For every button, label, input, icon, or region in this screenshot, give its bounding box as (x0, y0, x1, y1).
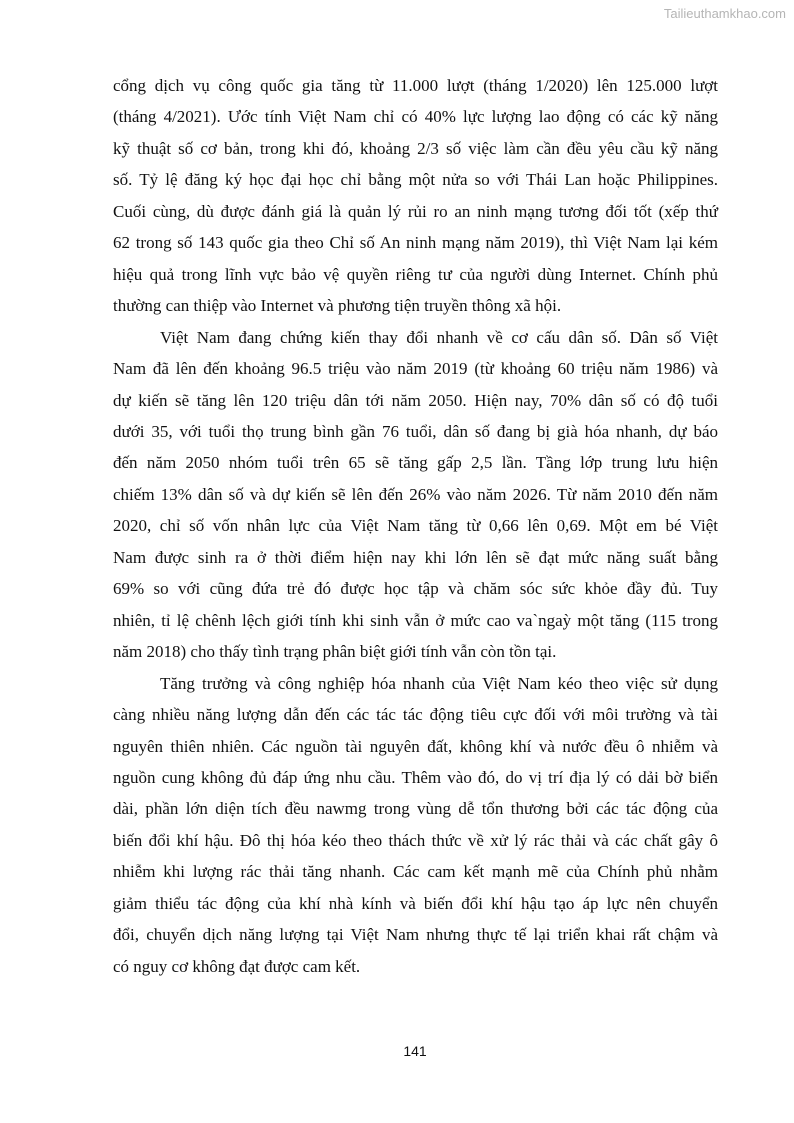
text-line: càng nhiều năng lượng dẫn đến các tác tác động tiêu cực đối với môi trường và tài (113, 705, 718, 725)
text-line: số. Tỷ lệ đăng ký học đại học chỉ bằng một nửa so với Thái Lan hoặc Philippines. (113, 170, 718, 190)
text-line: chiếm 13% dân số và dự kiến sẽ lên đến 26% vào năm 2026. Từ năm 2010 đến năm (113, 484, 718, 504)
text-line: có nguy cơ không đạt được cam kết. (113, 956, 361, 976)
text-line: năm 2018) cho thấy tình trạng phân biệt giới tính vẫn còn tồn tại. (113, 642, 557, 662)
text-line: 2020, chỉ số vốn nhân lực của Việt Nam tăng từ 0,66 lên 0,69. Một em bé Việt (113, 516, 718, 536)
text-line: cổng dịch vụ công quốc gia tăng từ 11.000 lượt (tháng 1/2020) lên 125.000 lượt (113, 76, 718, 95)
text-line: đổi, chuyển dịch năng lượng tại Việt Nam nhưng thực tế lại triển khai rất chậm và (113, 925, 718, 945)
text-line: kỹ thuật số cơ bản, trong khi đó, khoảng 2/3 số việc làm cần đều yêu cầu kỹ năng (113, 138, 718, 158)
text-line: (tháng 4/2021). Ước tính Việt Nam chỉ có 40% lực lượng lao động có các kỹ năng (113, 107, 718, 127)
text-line: Cuối cùng, dù được đánh giá là quản lý rủi ro an ninh mạng tương đối tốt (xếp thứ (113, 201, 718, 221)
text-line: Nam đã lên đến khoảng 96.5 triệu vào năm 2019 (từ khoảng 60 triệu năm 1986) và (113, 359, 718, 379)
text-line: đến năm 2050 nhóm tuổi trên 65 sẽ tăng gấp 2,5 lần. Tầng lớp trung lưu hiện (113, 453, 718, 473)
text-line: biến đổi khí hậu. Đô thị hóa kéo theo thách thức về xử lý rác thải và các chất gây ô (113, 830, 718, 850)
paragraph (113, 668, 718, 983)
paragraph (113, 322, 718, 668)
text-line: Tăng trưởng và công nghiệp hóa nhanh của Việt Nam kéo theo việc sử dụng (160, 673, 718, 693)
body-text (113, 70, 718, 982)
text-line: Nam được sinh ra ở thời điểm hiện nay khi lớn lên sẽ đạt mức năng suất bằng (113, 547, 718, 567)
paragraph (113, 70, 718, 322)
text-line: nguyên thiên nhiên. Các nguồn tài nguyên đất, không khí và nước đều ô nhiễm và (113, 736, 718, 756)
watermark: Tailieuthamkhao.com (663, 6, 786, 21)
text-line: Việt Nam đang chứng kiến thay đổi nhanh về cơ cấu dân số. Dân số Việt (160, 327, 718, 347)
text-line: dưới 35, với tuổi thọ trung bình gần 76 tuổi, dân số đang bị già hóa nhanh, dự báo (113, 421, 718, 441)
text-line: giảm thiểu tác động của khí nhà kính và biến đổi khí hậu tạo áp lực nên chuyển (113, 893, 718, 913)
text-line: 62 trong số 143 quốc gia theo Chỉ số An ninh mạng năm 2019), thì Việt Nam lại kém (113, 233, 718, 253)
text-line: hiệu quả trong lĩnh vực bảo vệ quyền riêng tư của người dùng Internet. Chính phủ (113, 264, 718, 284)
text-line: thường can thiệp vào Internet và phương tiện truyền thông xã hội. (113, 296, 562, 316)
page-number: 141 (403, 1043, 427, 1059)
text-line: dài, phần lớn diện tích đều nawmg trong vùng dễ tổn thương bởi các tác động của (113, 799, 718, 819)
text-line: 69% so với cũng đứa trẻ đó được học tập và chăm sóc sức khỏe đầy đủ. Tuy (113, 579, 718, 599)
text-line: nguồn cung không đủ đáp ứng nhu cầu. Thêm vào đó, do vị trí địa lý có dải bờ biển (113, 767, 718, 787)
text-line: nhiên, tỉ lệ chênh lệch giới tính khi sinh vẫn ở mức cao va`ngaỳ một tăng (115 trong (113, 610, 718, 630)
text-line: nhiễm khi lượng rác thải tăng nhanh. Các cam kết mạnh mẽ của Chính phủ nhằm (113, 862, 718, 882)
text-line: dự kiến sẽ tăng lên 120 triệu dân tới năm 2050. Hiện nay, 70% dân số có độ tuổi (113, 390, 718, 410)
